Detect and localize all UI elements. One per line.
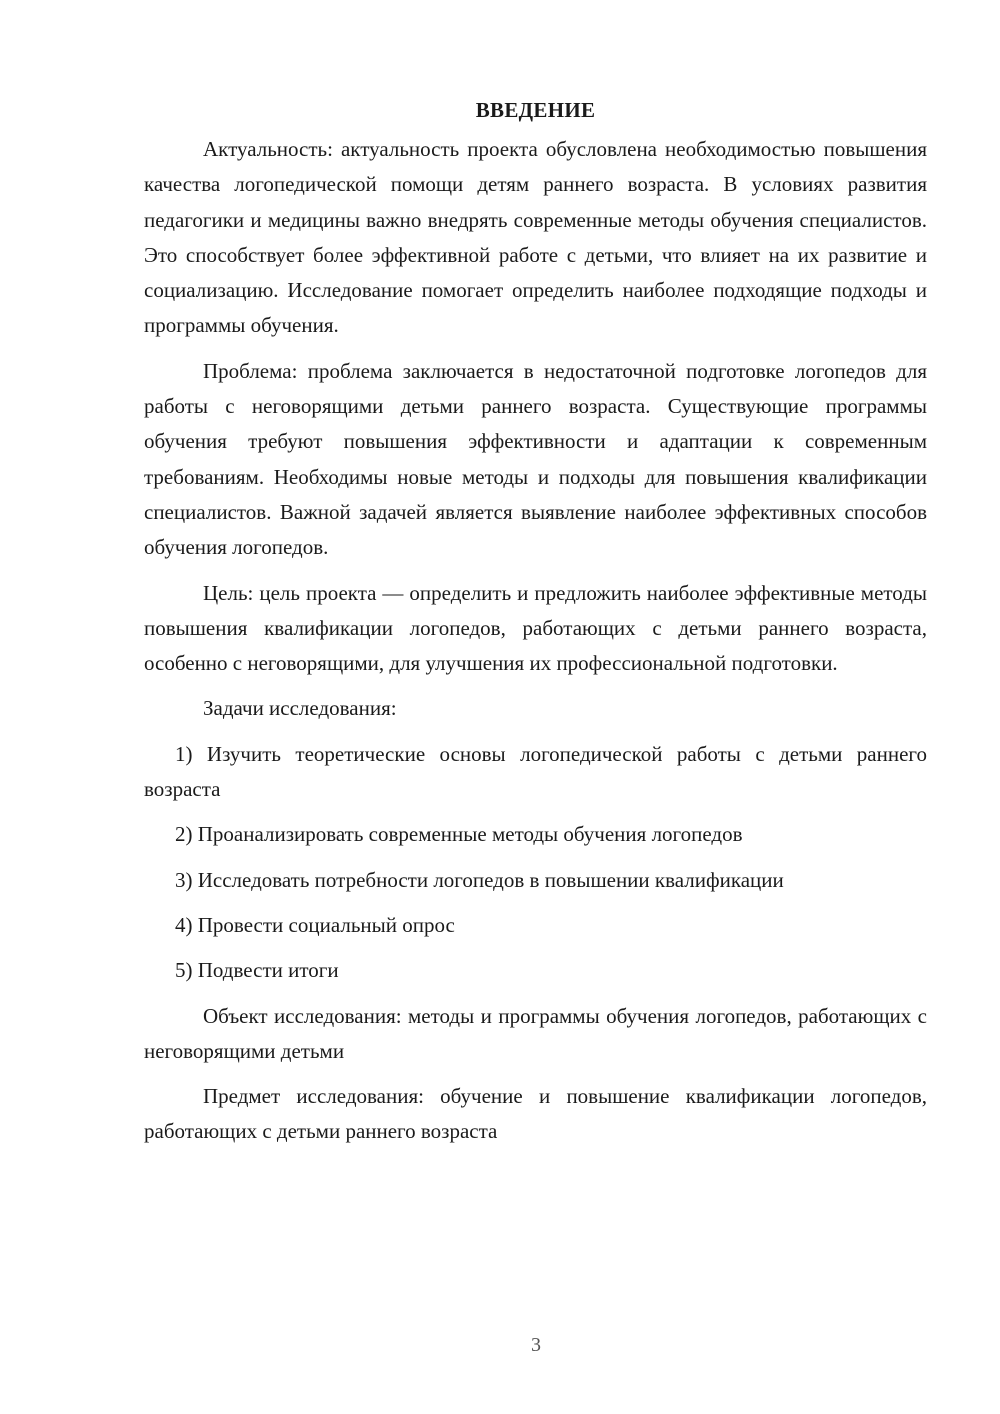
- page-content: [144, 92, 927, 1160]
- list-item: 5) Подвести итоги: [175, 958, 339, 983]
- list-item: 1) Изучить теоретические основы логопедической работы с детьми раннего возраста: [144, 741, 927, 802]
- paragraph-subject: Предмет исследования: обучение и повышение квалификации логопедов, работающих с детьми раннего возраста: [144, 1084, 927, 1144]
- tasks-list: [144, 737, 927, 989]
- section-title: ВВЕДЕНИЕ: [475, 98, 596, 122]
- paragraph-problem: Проблема: проблема заключается в недостаточной подготовке логопедов для работы с неговорящими детьми раннего возраста. Существующие программы обучения требуют повышения эффективности и адаптации к современным требованиям. Необходимы новые методы и подходы для повышения квалификации специалистов. Важной задачей является выявление наиболее эффективных способов обучения логопедов.: [144, 358, 927, 560]
- tasks-heading: Задачи исследования:: [203, 696, 397, 721]
- paragraph-object: Объект исследования: методы и программы обучения логопедов, работающих с неговорящими детьми: [144, 1003, 927, 1063]
- page-number: 3: [531, 1334, 541, 1356]
- list-item: 3) Исследовать потребности логопедов в повышении квалификации: [175, 867, 784, 892]
- list-item: 4) Провести социальный опрос: [175, 912, 455, 937]
- paragraph-relevance: Актуальность: актуальность проекта обусловлена необходимостью повышения качества логопедической помощи детям раннего возраста. В условиях развития педагогики и медицины важно внедрять современные методы обучения специалистов. Это способствует более эффективной работе с детьми, что влияет на их развитие и социализацию. Исследование помогает определить наиболее подходящие подходы и программы обучения.: [144, 137, 927, 338]
- list-item: 2) Проанализировать современные методы обучения логопедов: [175, 822, 743, 847]
- paragraph-goal: Цель: цель проекта — определить и предложить наиболее эффективные методы повышения квалификации логопедов, работающих с детьми раннего возраста, особенно с неговорящими, для улучшения их профессиональной подготовки.: [144, 580, 927, 676]
